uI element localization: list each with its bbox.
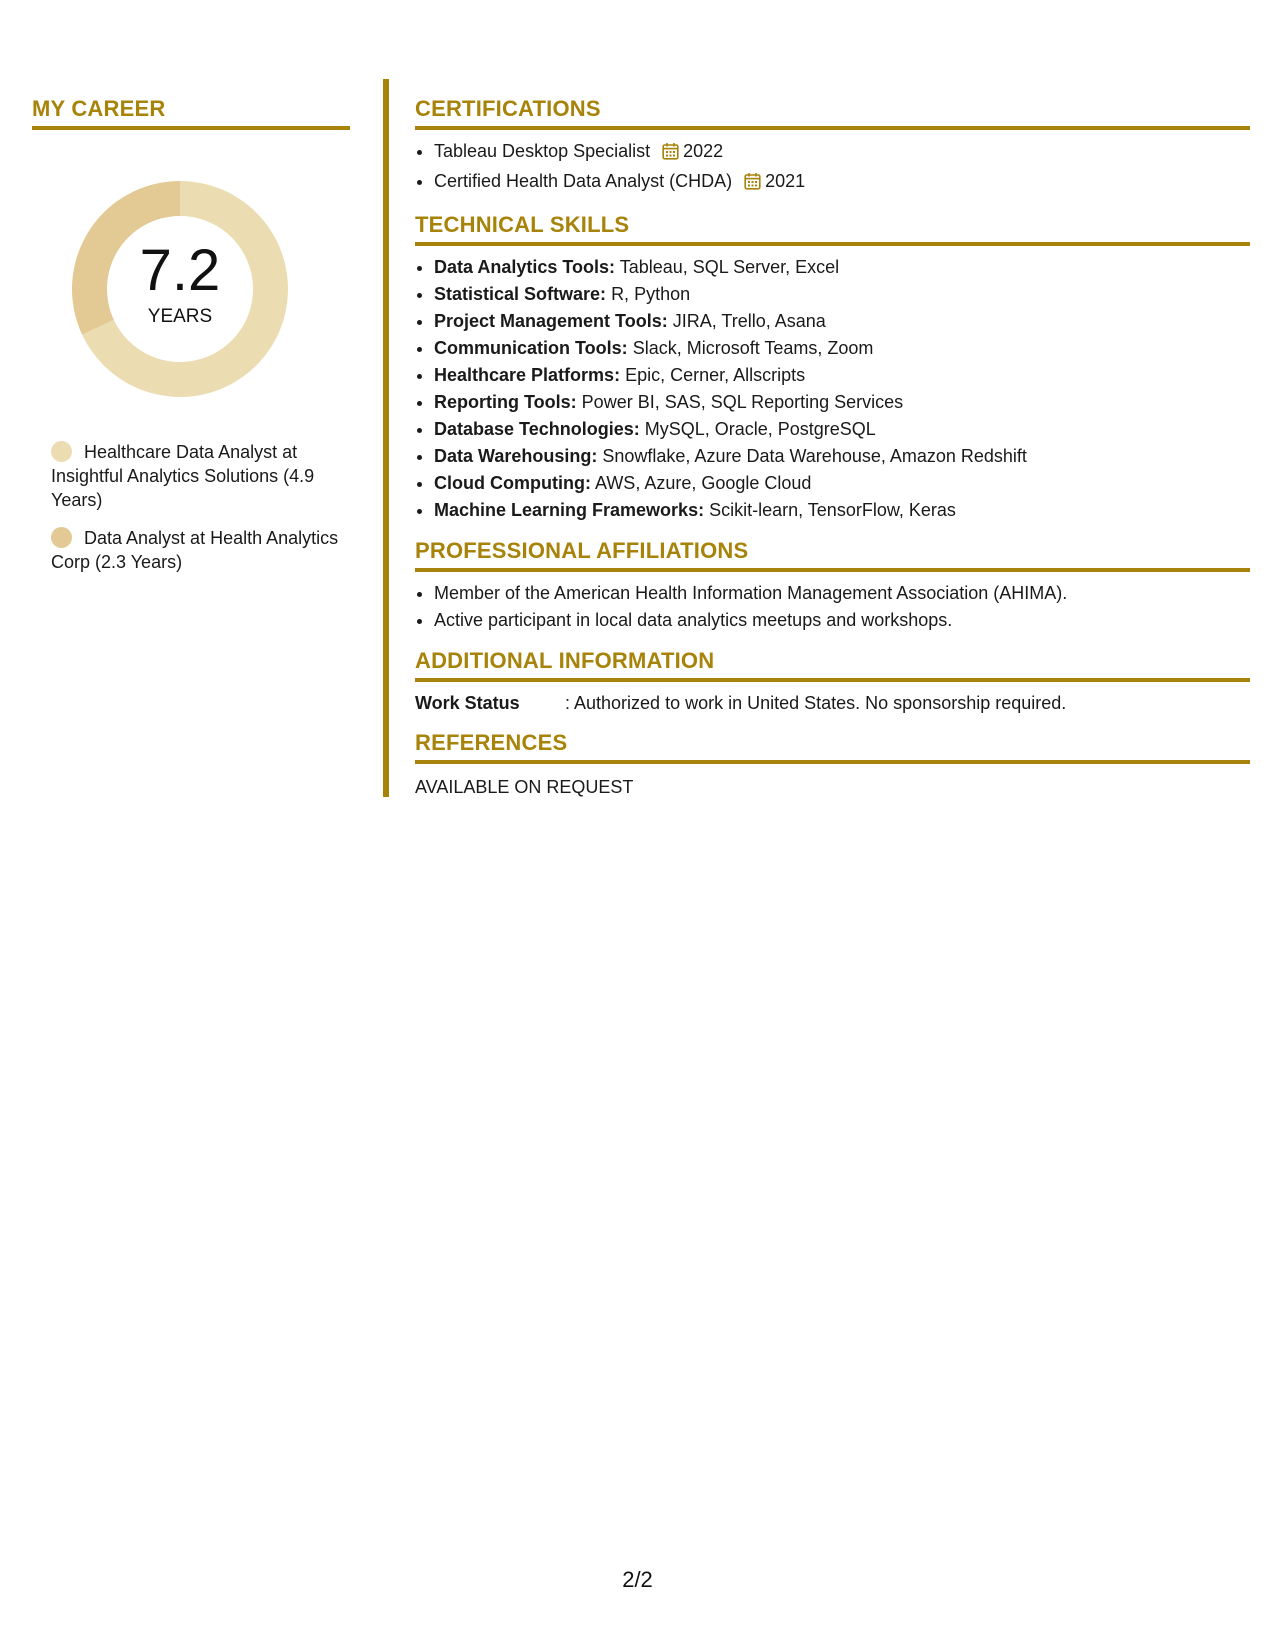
skill-label: Project Management Tools:	[434, 311, 668, 331]
references-text: AVAILABLE ON REQUEST	[415, 777, 634, 797]
additional-info-heading: ADDITIONAL INFORMATION	[415, 648, 1250, 682]
total-years-value: 7.2	[139, 238, 221, 303]
affiliation-item: • Active participant in local data analytics meetups and workshops.	[434, 607, 1250, 634]
skill-label: Data Analytics Tools:	[434, 257, 616, 277]
skill-item	[434, 308, 1250, 335]
skill-item	[434, 470, 1250, 497]
technical-skills-list	[434, 254, 1250, 524]
calendar-icon	[662, 141, 679, 168]
skill-label: Reporting Tools:	[434, 392, 577, 412]
certification-name: Tableau Desktop Specialist	[434, 141, 651, 161]
work-status-value: : Authorized to work in United States. No sponsorship required.	[565, 693, 1067, 713]
references-section	[415, 730, 1250, 802]
skill-label: Data Warehousing:	[434, 446, 598, 466]
skill-label: Statistical Software:	[434, 284, 607, 304]
career-legend-item	[51, 526, 341, 574]
certification-name: Certified Health Data Analyst (CHDA)	[434, 171, 733, 191]
career-legend	[51, 440, 341, 574]
affiliations-section	[415, 538, 1250, 634]
technical-skills-heading: TECHNICAL SKILLS	[415, 212, 1250, 246]
skill-item	[434, 254, 1250, 281]
career-panel	[32, 96, 350, 588]
skill-item	[434, 416, 1250, 443]
donut-center	[65, 174, 295, 404]
calendar-icon	[744, 171, 761, 198]
skill-value: Power BI, SAS, SQL Reporting Services	[581, 392, 904, 412]
skill-label: Machine Learning Frameworks:	[434, 500, 705, 520]
career-item-label: Healthcare Data Analyst at Insightful Analytics Solutions (4.9 Years)	[51, 442, 315, 510]
total-years-unit: YEARS	[147, 306, 213, 327]
certification-item	[434, 168, 1250, 198]
skill-label: Communication Tools:	[434, 338, 628, 358]
references-heading: REFERENCES	[415, 730, 1250, 764]
legend-dot	[51, 441, 72, 462]
affiliations-heading: PROFESSIONAL AFFILIATIONS	[415, 538, 1250, 572]
skill-value: Tableau, SQL Server, Excel	[619, 257, 840, 277]
work-status-label: Work Status	[415, 693, 520, 713]
skill-label: Cloud Computing:	[434, 473, 591, 493]
work-status-row	[415, 690, 1250, 716]
certifications-list	[434, 138, 1250, 198]
skill-value: JIRA, Trello, Asana	[672, 311, 826, 331]
skill-value: Epic, Cerner, Allscripts	[625, 365, 806, 385]
additional-info-section	[415, 648, 1250, 716]
skill-item	[434, 443, 1250, 470]
page-number: 2/2	[622, 1567, 653, 1592]
career-donut-chart	[65, 174, 295, 404]
legend-dot	[51, 527, 72, 548]
certification-item	[434, 138, 1250, 168]
skill-value: MySQL, Oracle, PostgreSQL	[644, 419, 876, 439]
skill-value: R, Python	[611, 284, 691, 304]
main-content	[415, 96, 1250, 816]
column-divider	[383, 79, 389, 797]
skill-item	[434, 497, 1250, 524]
skill-item	[434, 335, 1250, 362]
skill-item	[434, 389, 1250, 416]
affiliations-list	[434, 580, 1250, 634]
certification-year: 2021	[765, 171, 806, 191]
skill-value: Scikit-learn, TensorFlow, Keras	[709, 500, 956, 520]
skill-value: Snowflake, Azure Data Warehouse, Amazon Redshift	[602, 446, 1027, 466]
skill-value: Slack, Microsoft Teams, Zoom	[632, 338, 874, 358]
career-item-label: Data Analyst at Health Analytics Corp (2.3 Years)	[51, 528, 339, 572]
skill-label: Healthcare Platforms:	[434, 365, 621, 385]
certification-year: 2022	[683, 141, 724, 161]
skill-value: AWS, Azure, Google Cloud	[594, 473, 812, 493]
career-legend-item	[51, 440, 341, 512]
skill-item	[434, 362, 1250, 389]
affiliation-item: • Member of the American Health Information Management Association (AHIMA).	[434, 580, 1250, 607]
skill-label: Database Technologies:	[434, 419, 640, 439]
certifications-section	[415, 96, 1250, 198]
technical-skills-section	[415, 212, 1250, 524]
skill-item	[434, 281, 1250, 308]
certifications-heading: CERTIFICATIONS	[415, 96, 1250, 130]
career-heading: MY CAREER	[32, 96, 350, 130]
